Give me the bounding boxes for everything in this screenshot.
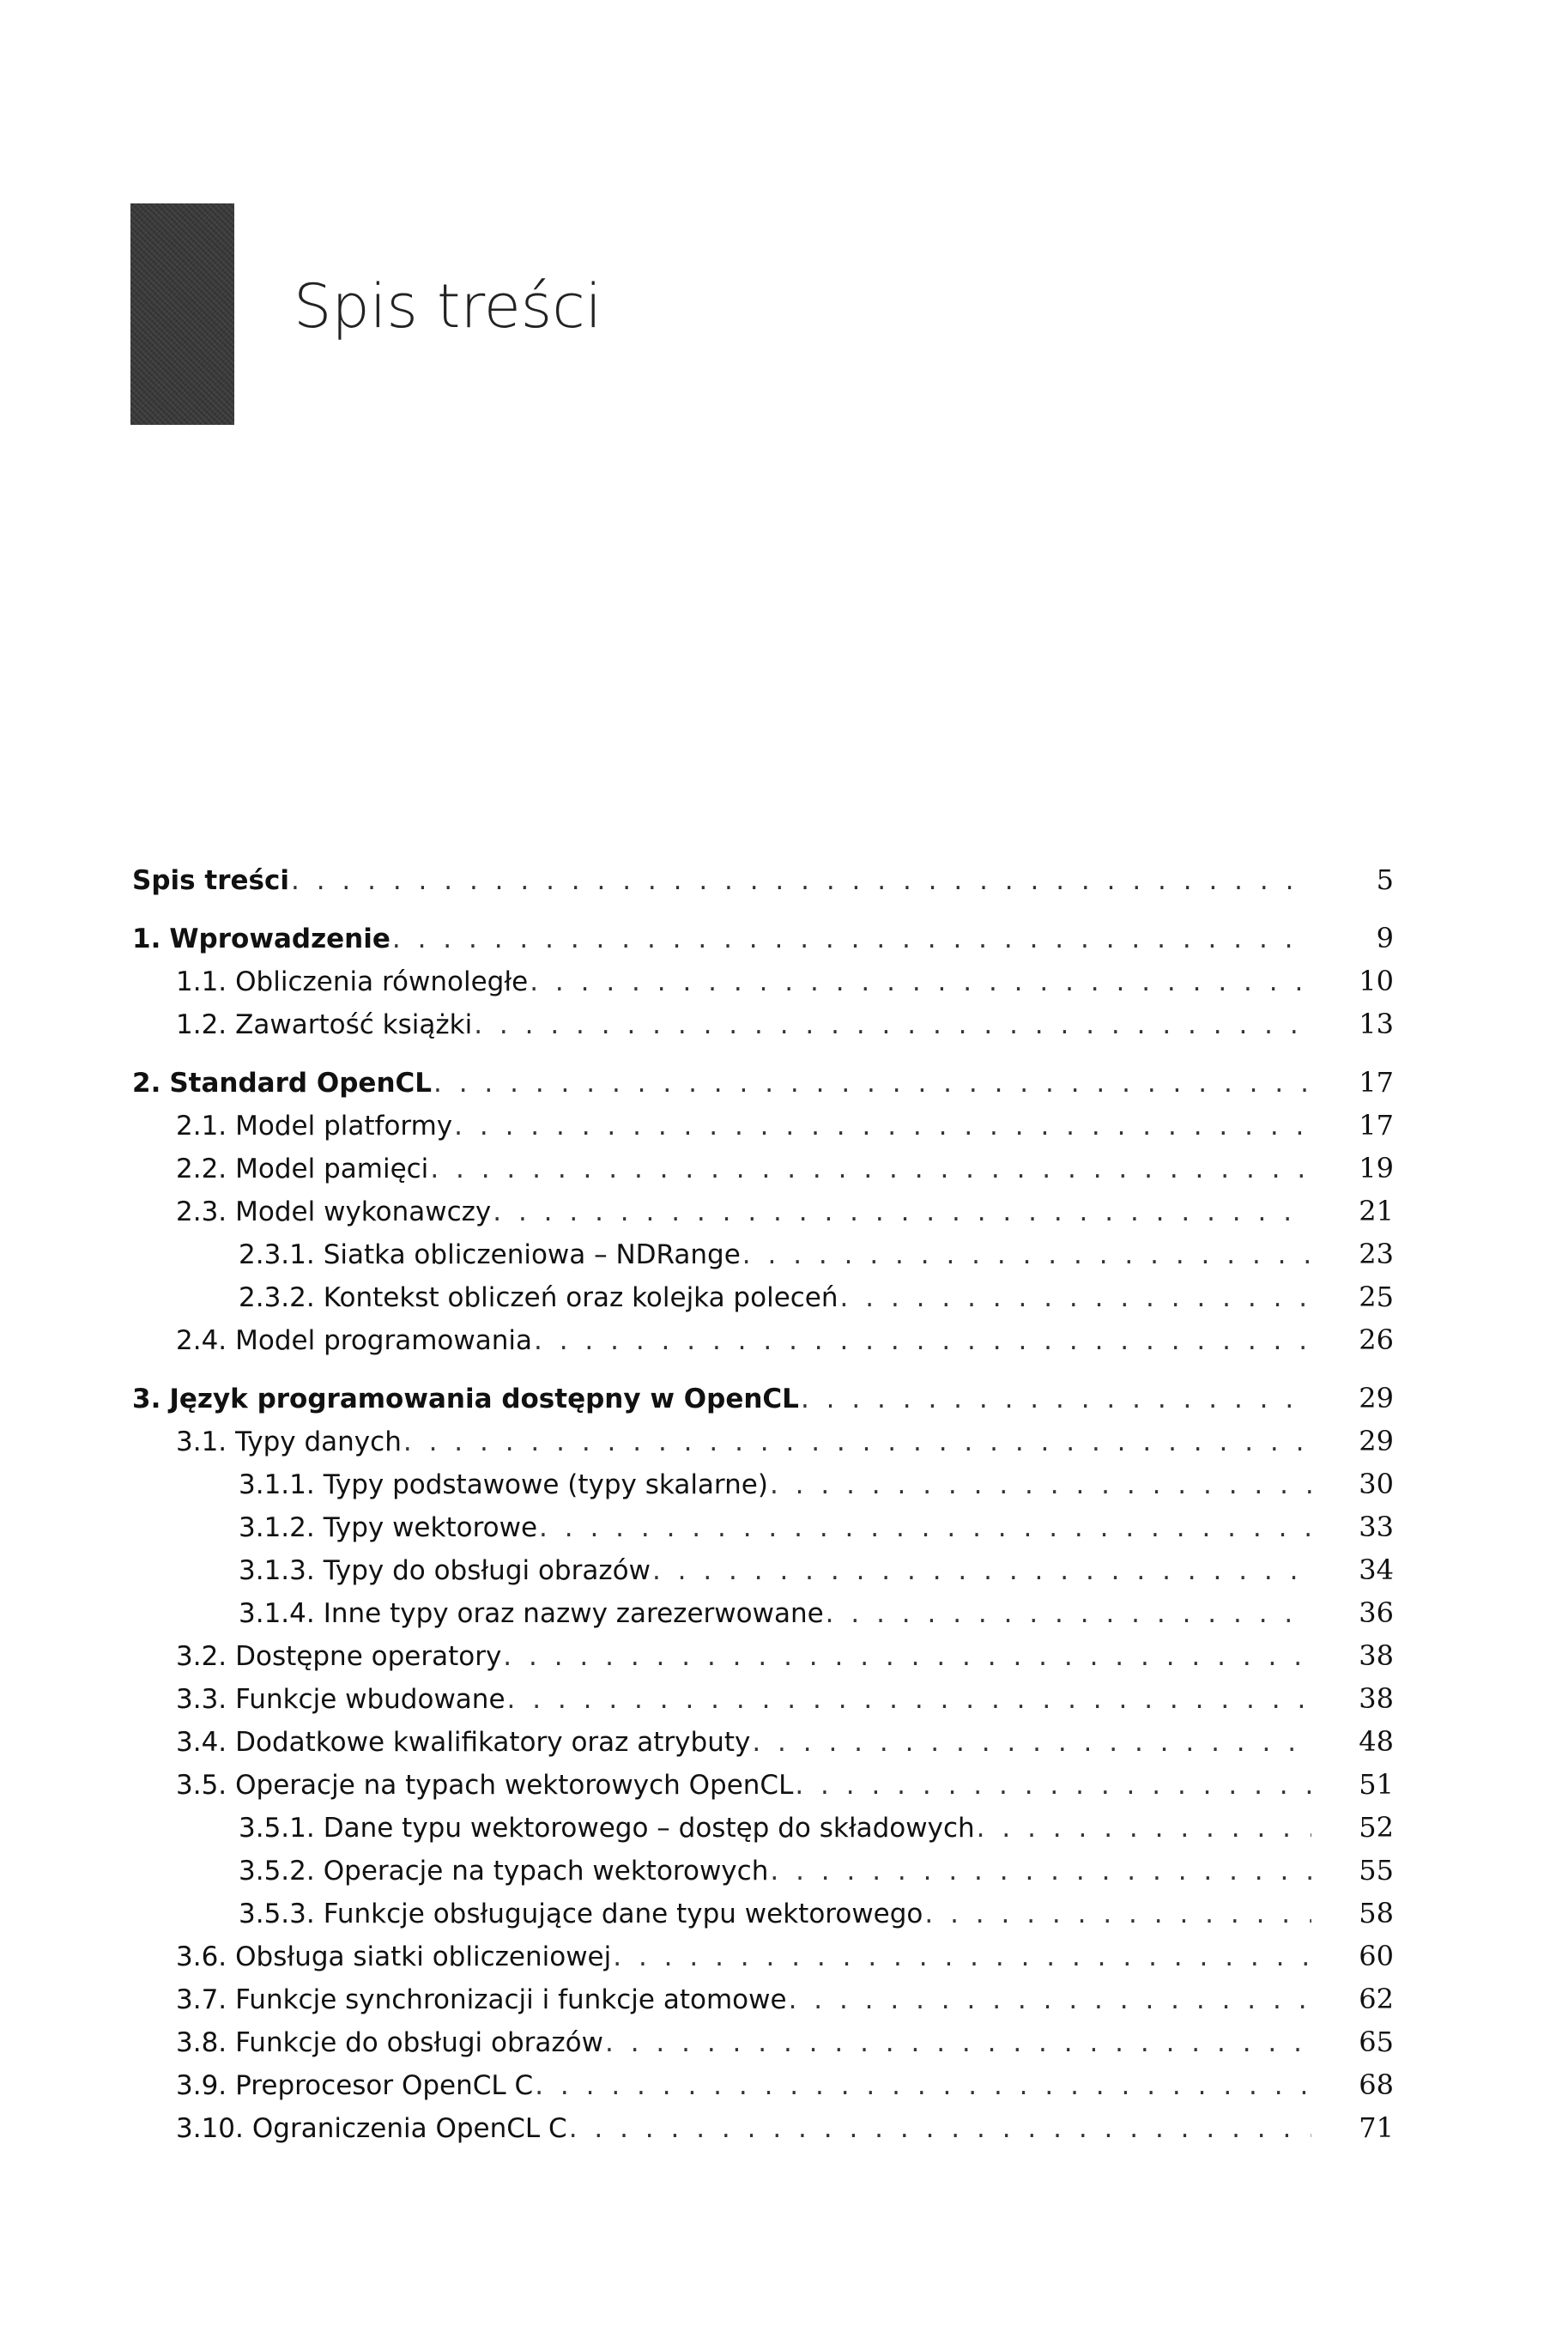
toc-chapter-entry[interactable] bbox=[132, 858, 1394, 901]
toc-entry-page: 65 bbox=[1359, 2026, 1394, 2058]
toc-entry-title bbox=[176, 960, 528, 1003]
toc-dot-leader bbox=[534, 1319, 1311, 1362]
toc-entry-label: Obsługa siatki obliczeniowej bbox=[235, 1941, 612, 1972]
toc-entry-title bbox=[132, 859, 289, 902]
toc-entry-page: 62 bbox=[1359, 1983, 1394, 2015]
toc-dot-leader bbox=[433, 1062, 1311, 1105]
toc-entry-label: Wprowadzenie bbox=[169, 924, 390, 954]
toc-entry-page: 17 bbox=[1359, 1066, 1394, 1099]
toc-entry-number: 3.4. bbox=[176, 1727, 227, 1758]
toc-entry-label: Funkcje do obsługi obrazów bbox=[235, 2027, 603, 2058]
toc-section-entry[interactable] bbox=[132, 2020, 1394, 2063]
toc-subsection-entry[interactable] bbox=[132, 1849, 1394, 1892]
toc-entry-page: 71 bbox=[1359, 2111, 1394, 2144]
toc-section-entry[interactable] bbox=[132, 1104, 1394, 1147]
toc-entry-title bbox=[132, 1378, 799, 1420]
toc-subsection-entry[interactable] bbox=[132, 1463, 1394, 1505]
toc-entry-title bbox=[132, 918, 390, 960]
toc-entry-label: Model programowania bbox=[235, 1325, 532, 1356]
toc-entry-label: Inne typy oraz nazwy zarezerwowane bbox=[323, 1598, 824, 1629]
toc-dot-leader bbox=[392, 918, 1311, 960]
toc-subsection-entry[interactable] bbox=[132, 1233, 1394, 1275]
toc-dot-leader bbox=[742, 1233, 1311, 1276]
chapter-marker-bar bbox=[130, 203, 234, 425]
toc-entry-number: 2.4. bbox=[176, 1325, 227, 1356]
toc-entry-number: 3.1.1. bbox=[239, 1469, 315, 1500]
toc-entry-title bbox=[176, 1003, 472, 1046]
toc-dot-leader bbox=[752, 1721, 1311, 1764]
toc-entry-label: Typy podstawowe (typy skalarne) bbox=[323, 1469, 768, 1500]
toc-entry-label: Spis treści bbox=[132, 865, 289, 896]
toc-entry-label: Typy danych bbox=[235, 1426, 402, 1457]
toc-entry-page: 26 bbox=[1359, 1323, 1394, 1356]
toc-entry-title bbox=[132, 1062, 432, 1105]
toc-entry-page: 55 bbox=[1359, 1854, 1394, 1887]
toc-dot-leader bbox=[795, 1764, 1311, 1807]
toc-entry-number: 2.1. bbox=[176, 1111, 227, 1142]
toc-dot-leader bbox=[770, 1850, 1311, 1893]
toc-section-entry[interactable] bbox=[132, 2063, 1394, 2106]
toc-section-entry[interactable] bbox=[132, 1763, 1394, 1806]
toc-entry-number: 3.9. bbox=[176, 2070, 227, 2101]
toc-entry-label: Operacje na typach wektorowych bbox=[323, 1856, 769, 1887]
toc-dot-leader bbox=[535, 2064, 1311, 2107]
toc-entry-number: 2.3.2. bbox=[239, 1282, 315, 1313]
toc-entry-title bbox=[239, 1893, 923, 1935]
toc-entry-number: 3.7. bbox=[176, 1984, 227, 2015]
toc-entry-title bbox=[176, 1148, 428, 1190]
toc-entry-page: 68 bbox=[1359, 2068, 1394, 2101]
toc-dot-leader bbox=[924, 1893, 1311, 1935]
toc-entry-page: 5 bbox=[1376, 863, 1394, 896]
toc-entry-label: Dostępne operatory bbox=[235, 1641, 502, 1672]
toc-entry-label: Typy wektorowe bbox=[323, 1512, 538, 1543]
toc-entry-page: 29 bbox=[1359, 1382, 1394, 1414]
toc-entry-number: 3.6. bbox=[176, 1941, 227, 1972]
toc-entry-page: 36 bbox=[1359, 1596, 1394, 1629]
toc-entry-label: Ograniczenia OpenCL C bbox=[251, 2113, 567, 2144]
toc-section-entry[interactable] bbox=[132, 1318, 1394, 1361]
toc-section-entry[interactable] bbox=[132, 2106, 1394, 2149]
toc-entry-title bbox=[176, 1635, 501, 1678]
toc-entry-page: 23 bbox=[1359, 1238, 1394, 1270]
toc-entry-number: 1.1. bbox=[176, 966, 227, 997]
toc-entry-title bbox=[239, 1592, 824, 1635]
toc-entry-number: 2. bbox=[132, 1068, 161, 1099]
toc-entry-title bbox=[176, 1678, 506, 1721]
toc-entry-number: 3.1.2. bbox=[239, 1512, 315, 1543]
toc-entry-page: 38 bbox=[1359, 1639, 1394, 1672]
toc-section-entry[interactable] bbox=[132, 1935, 1394, 1978]
toc-subsection-entry[interactable] bbox=[132, 1548, 1394, 1591]
toc-entry-number: 1. bbox=[132, 924, 161, 954]
toc-entry-number: 1.2. bbox=[176, 1009, 227, 1040]
toc-entry-number: 3.8. bbox=[176, 2027, 227, 2058]
toc-section-entry[interactable] bbox=[132, 1190, 1394, 1233]
toc-subsection-entry[interactable] bbox=[132, 1892, 1394, 1935]
toc-entry-page: 58 bbox=[1359, 1897, 1394, 1929]
toc-dot-leader bbox=[530, 960, 1311, 1003]
toc-entry-label: Funkcje obsługujące dane typu wektorowego bbox=[323, 1899, 923, 1929]
toc-entry-number: 2.3. bbox=[176, 1196, 227, 1227]
toc-entry-page: 29 bbox=[1359, 1425, 1394, 1457]
toc-entry-label: Standard OpenCL bbox=[169, 1068, 433, 1099]
toc-entry-label: Model wykonawczy bbox=[235, 1196, 492, 1227]
toc-section-entry[interactable] bbox=[132, 1677, 1394, 1720]
toc-dot-leader bbox=[291, 859, 1311, 902]
toc-entry-title bbox=[176, 1319, 532, 1362]
toc-entry-title bbox=[239, 1506, 537, 1549]
toc-entry-title bbox=[176, 2107, 567, 2150]
toc-entry-number: 3.1. bbox=[176, 1426, 227, 1457]
toc-dot-leader bbox=[605, 2021, 1311, 2064]
toc-dot-leader bbox=[474, 1003, 1311, 1046]
toc-entry-label: Model pamięci bbox=[235, 1154, 429, 1184]
toc-entry-title bbox=[239, 1850, 768, 1893]
toc-entry-title bbox=[239, 1549, 651, 1592]
toc-chapter-entry[interactable] bbox=[132, 917, 1394, 960]
toc-dot-leader bbox=[539, 1506, 1311, 1549]
toc-entry-title bbox=[176, 1420, 402, 1463]
toc-entry-number: 3.5. bbox=[176, 1770, 227, 1801]
toc-entry-label: Typy do obsługi obrazów bbox=[323, 1555, 651, 1586]
toc-entry-page: 52 bbox=[1359, 1811, 1394, 1844]
toc-entry-title bbox=[176, 1190, 491, 1233]
toc-entry-page: 48 bbox=[1359, 1725, 1394, 1758]
toc-entry-label: Siatka obliczeniowa – NDRange bbox=[323, 1239, 741, 1270]
toc-section-entry[interactable] bbox=[132, 1420, 1394, 1463]
toc-entry-page: 17 bbox=[1359, 1109, 1394, 1142]
toc-chapter-entry[interactable] bbox=[132, 1377, 1394, 1420]
toc-dot-leader bbox=[801, 1378, 1311, 1420]
toc-entry-label: Obliczenia równoległe bbox=[235, 966, 529, 997]
toc-dot-leader bbox=[507, 1678, 1311, 1721]
toc-subsection-entry[interactable] bbox=[132, 1591, 1394, 1634]
toc-entry-label: Preprocesor OpenCL C bbox=[235, 2070, 534, 2101]
toc-entry-page: 34 bbox=[1359, 1554, 1394, 1586]
toc-section-entry[interactable] bbox=[132, 1634, 1394, 1677]
toc-dot-leader bbox=[789, 1978, 1311, 2021]
toc-section-entry[interactable] bbox=[132, 960, 1394, 1002]
toc-entry-label: Język programowania dostępny w OpenCL bbox=[169, 1384, 799, 1414]
toc-entry-title bbox=[176, 1764, 793, 1807]
toc-entry-number: 3.5.1. bbox=[239, 1813, 315, 1844]
toc-section-entry[interactable] bbox=[132, 1147, 1394, 1190]
toc-entry-title bbox=[239, 1807, 975, 1850]
toc-dot-leader bbox=[493, 1190, 1311, 1233]
toc-entry-title bbox=[239, 1463, 768, 1506]
toc-entry-label: Operacje na typach wektorowych OpenCL bbox=[235, 1770, 794, 1801]
toc-entry-page: 19 bbox=[1359, 1152, 1394, 1184]
toc-section-entry[interactable] bbox=[132, 1002, 1394, 1045]
toc-entry-page: 38 bbox=[1359, 1682, 1394, 1715]
toc-section-entry[interactable] bbox=[132, 1720, 1394, 1763]
toc-dot-leader bbox=[569, 2107, 1311, 2150]
toc-dot-leader bbox=[826, 1592, 1311, 1635]
toc-subsection-entry[interactable] bbox=[132, 1806, 1394, 1849]
toc-dot-leader bbox=[652, 1549, 1311, 1592]
toc-entry-title bbox=[176, 1105, 452, 1148]
toc-dot-leader bbox=[613, 1935, 1311, 1978]
toc-entry-label: Funkcje wbudowane bbox=[235, 1684, 506, 1715]
toc-entry-page: 25 bbox=[1359, 1281, 1394, 1313]
toc-entry-title bbox=[176, 2021, 603, 2064]
toc-entry-label: Kontekst obliczeń oraz kolejka poleceń bbox=[323, 1282, 838, 1313]
toc-entry-number: 3.2. bbox=[176, 1641, 227, 1672]
toc-entry-number: 3.3. bbox=[176, 1684, 227, 1715]
toc-chapter-entry[interactable] bbox=[132, 1061, 1394, 1104]
toc-entry-title bbox=[176, 1978, 787, 2021]
toc-entry-label: Model platformy bbox=[235, 1111, 453, 1142]
page-title: Spis treści bbox=[294, 271, 602, 342]
toc-entry-page: 10 bbox=[1359, 965, 1394, 997]
toc-entry-label: Zawartość książki bbox=[235, 1009, 473, 1040]
toc-entry-number: 2.2. bbox=[176, 1154, 227, 1184]
toc-dot-leader bbox=[503, 1635, 1311, 1678]
toc-dot-leader bbox=[403, 1420, 1311, 1463]
toc-entry-number: 3.5.3. bbox=[239, 1899, 315, 1929]
toc-entry-title bbox=[239, 1233, 741, 1276]
toc-entry-number: 3.1.3. bbox=[239, 1555, 315, 1586]
toc-entry-title bbox=[176, 1721, 750, 1764]
toc-entry-page: 21 bbox=[1359, 1195, 1394, 1227]
toc-entry-label: Dane typu wektorowego – dostęp do składowych bbox=[323, 1813, 975, 1844]
toc-entry-label: Funkcje synchronizacji i funkcje atomowe bbox=[235, 1984, 787, 2015]
toc-entry-title bbox=[176, 2064, 533, 2107]
table-of-contents bbox=[132, 858, 1394, 2149]
toc-dot-leader bbox=[840, 1276, 1311, 1319]
toc-entry-page: 30 bbox=[1359, 1468, 1394, 1500]
toc-entry-page: 60 bbox=[1359, 1940, 1394, 1972]
toc-dot-leader bbox=[977, 1807, 1311, 1850]
toc-entry-page: 33 bbox=[1359, 1511, 1394, 1543]
toc-entry-page: 9 bbox=[1376, 922, 1394, 954]
toc-subsection-entry[interactable] bbox=[132, 1275, 1394, 1318]
toc-entry-number: 3.1.4. bbox=[239, 1598, 315, 1629]
toc-entry-number: 3. bbox=[132, 1384, 161, 1414]
toc-entry-number: 3.10. bbox=[176, 2113, 244, 2144]
toc-entry-page: 13 bbox=[1359, 1008, 1394, 1040]
toc-entry-label: Dodatkowe kwalifikatory oraz atrybuty bbox=[235, 1727, 751, 1758]
toc-dot-leader bbox=[770, 1463, 1311, 1506]
toc-entry-number: 3.5.2. bbox=[239, 1856, 315, 1887]
toc-dot-leader bbox=[430, 1148, 1311, 1190]
toc-dot-leader bbox=[454, 1105, 1311, 1148]
toc-entry-number: 2.3.1. bbox=[239, 1239, 315, 1270]
toc-entry-title bbox=[239, 1276, 838, 1319]
toc-entry-page: 51 bbox=[1359, 1768, 1394, 1801]
toc-entry-title bbox=[176, 1935, 611, 1978]
toc-subsection-entry[interactable] bbox=[132, 1505, 1394, 1548]
toc-section-entry[interactable] bbox=[132, 1978, 1394, 2020]
